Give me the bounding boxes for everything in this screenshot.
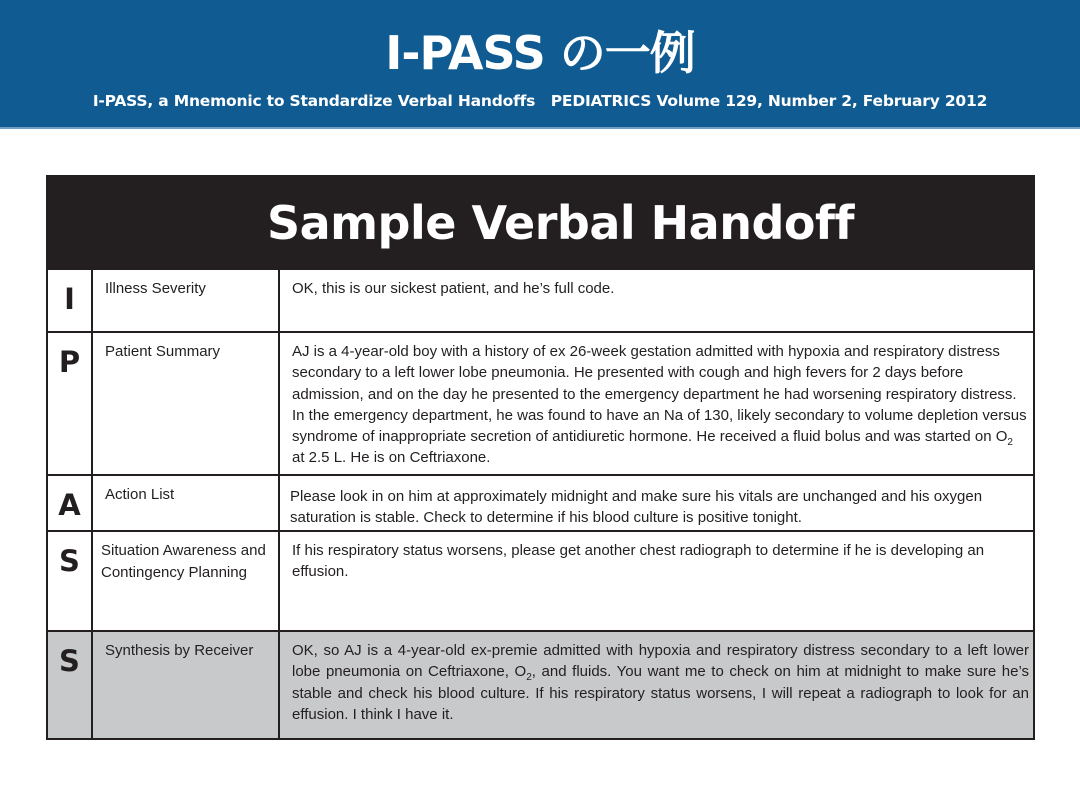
table-title-row: [47, 176, 1034, 269]
table-row-action-list: [47, 475, 1034, 531]
row-label: Synthesis by Receiver: [92, 631, 279, 739]
row-label: Situation Awareness and Contingency Planning: [92, 531, 279, 631]
table-row-situation-awareness: [47, 531, 1034, 631]
row-text-part: at 2.5 L. He is on Ceftriaxone.: [292, 449, 491, 467]
mnemonic-letter: P: [47, 332, 92, 475]
row-text: OK, this is our sickest patient, and he’s full code.: [279, 269, 1034, 332]
table-row-synthesis-by-receiver: [47, 631, 1034, 739]
row-label: Illness Severity: [92, 269, 279, 332]
slide-banner: [0, 0, 1080, 129]
row-text: [279, 332, 1034, 475]
sample-verbal-handoff-table: [46, 175, 1035, 740]
row-label: Action List: [92, 475, 279, 531]
mnemonic-letter: S: [47, 631, 92, 739]
slide-title: I-PASS の一例: [385, 26, 695, 80]
row-label: Patient Summary: [92, 332, 279, 475]
row-text-part: AJ is a 4-year-old boy with a history of ex 26-week gestation admitted with hypoxia and respiratory distress secondary to a left lower lobe pneumonia. He presented with cough and high fevers for 2 days before admission, and on the day he presented to the emergency department he had worsening respiratory distress. In the emergency department, he was found to have an Na of 130, likely secondary to volume depletion versus syndrome of inappropriate secretion of antidiuretic hormone. He received a fluid bolus and was started on O: [292, 343, 1027, 446]
row-text: Please look in on him at approximately midnight and make sure his vitals are unchanged and his oxygen saturation is stable. Check to determine if his blood culture is positive tonight.: [279, 475, 1034, 531]
row-text-part: , and fluids. You want me to check on him at midnight to make sure he’s stable and check his blood culture. If his respiratory status worsens, I will repeat a radiograph to look for an effusion. I think I have it.: [292, 663, 1030, 723]
table-row-illness-severity: [47, 269, 1034, 332]
mnemonic-letter: A: [47, 475, 92, 531]
mnemonic-letter: S: [47, 531, 92, 631]
table-row-patient-summary: [47, 332, 1034, 475]
row-text: If his respiratory status worsens, please get another chest radiograph to determine if he is developing an effusion.: [279, 531, 1034, 631]
citation-subtitle: I-PASS, a Mnemonic to Standardize Verbal Handoffs PEDIATRICS Volume 129, Number 2, February 2012: [92, 92, 988, 110]
table-title: Sample Verbal Handoff: [47, 176, 1034, 269]
row-text-part: OK, so AJ is a 4-year-old ex-premie admitted with hypoxia and respiratory distress secondary to a left lower lobe pneumonia on Ceftriaxone, O: [292, 642, 1029, 681]
row-text: [279, 631, 1034, 739]
subscript: 2: [1007, 437, 1013, 449]
mnemonic-letter: I: [47, 269, 92, 332]
subscript: 2: [526, 672, 532, 684]
